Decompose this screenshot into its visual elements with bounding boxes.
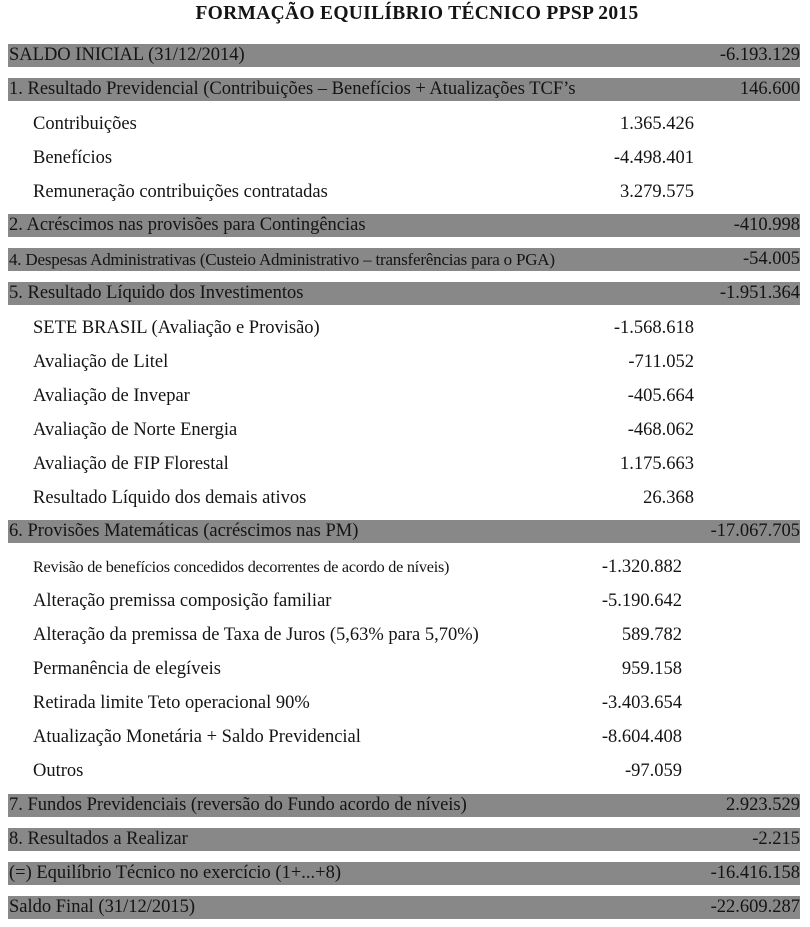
sub-item-value: 26.368 (643, 488, 694, 508)
row-acrescimos-contingencias (8, 214, 800, 237)
row-value: -1.951.364 (719, 283, 800, 303)
sub-item-value: -97.059 (624, 761, 682, 781)
sub-item-outros (33, 759, 682, 783)
sub-item-demais-ativos (33, 486, 694, 510)
sub-item-fip-florestal (33, 452, 694, 476)
row-label: SALDO INICIAL (31/12/2014) (9, 45, 245, 65)
row-despesas-administrativas (8, 248, 800, 271)
sub-item-label: Retirada limite Teto operacional 90% (33, 693, 310, 713)
sub-item-value: 3.279.575 (620, 182, 694, 202)
sub-item-label: Resultado Líquido dos demais ativos (33, 488, 307, 508)
sub-item-label: Avaliação de Norte Energia (33, 420, 238, 440)
sub-item-revisao-beneficios (33, 555, 682, 579)
row-equilibrio-tecnico (8, 862, 800, 885)
row-value: -54.005 (742, 249, 800, 269)
sub-item-norte-energia (33, 418, 694, 442)
sub-item-value: 1.365.426 (620, 114, 694, 134)
sub-item-taxa-juros (33, 623, 682, 647)
row-saldo-inicial (8, 44, 800, 67)
row-resultados-realizar (8, 828, 800, 851)
sub-item-contribuicoes (33, 112, 694, 136)
row-resultado-investimentos (8, 282, 800, 305)
sub-item-remuneracao (33, 180, 694, 204)
sub-item-value: -3.403.654 (601, 693, 682, 713)
sub-item-label: Alteração premissa composição familiar (33, 591, 332, 611)
sub-item-beneficios (33, 146, 694, 170)
sub-item-value: -405.664 (627, 386, 694, 406)
sub-item-value: -468.062 (627, 420, 694, 440)
sub-item-composicao-familiar (33, 589, 682, 613)
row-label: 2. Acréscimos nas provisões para Contingências (9, 215, 366, 235)
sub-item-litel (33, 350, 694, 374)
sub-item-value: 959.158 (621, 659, 682, 679)
sub-item-value: 589.782 (621, 625, 682, 645)
sub-item-sete-brasil (33, 316, 694, 340)
row-label: 1. Resultado Previdencial (Contribuições – Benefícios + Atualizações TCF’s (9, 79, 576, 99)
sub-item-value: -711.052 (628, 352, 694, 372)
sub-item-label: Contribuições (33, 114, 137, 134)
row-label: 5. Resultado Líquido dos Investimentos (9, 283, 304, 303)
row-value: 2.923.529 (726, 795, 800, 815)
row-value: -22.609.287 (710, 897, 800, 917)
sub-item-label: Permanência de elegíveis (33, 659, 221, 679)
sub-item-value: -1.320.882 (601, 557, 682, 577)
document-title: FORMAÇÃO EQUILÍBRIO TÉCNICO PPSP 2015 (195, 3, 639, 24)
row-value: -2.215 (752, 829, 800, 849)
sub-item-label: Benefícios (33, 148, 113, 168)
sub-item-retirada-teto (33, 691, 682, 715)
sub-item-atualizacao-monetaria (33, 725, 682, 749)
sub-item-value: -4.498.401 (613, 148, 694, 168)
sub-item-value: -8.604.408 (601, 727, 682, 747)
row-value: -16.416.158 (710, 863, 800, 883)
sub-item-label: SETE BRASIL (Avaliação e Provisão) (33, 318, 320, 338)
row-label: 6. Provisões Matemáticas (acréscimos nas PM) (9, 521, 359, 541)
sub-item-label: Avaliação de Litel (33, 352, 169, 372)
sub-item-value: -1.568.618 (613, 318, 694, 338)
sub-item-label: Avaliação de FIP Florestal (33, 454, 229, 474)
row-label: Saldo Final (31/12/2015) (9, 897, 196, 917)
sub-item-label: Alteração da premissa de Taxa de Juros (5,63% para 5,70%) (33, 625, 479, 645)
row-label: 8. Resultados a Realizar (9, 829, 188, 849)
row-label: (=) Equilíbrio Técnico no exercício (1+...+8) (9, 863, 341, 883)
sub-item-label: Atualização Monetária + Saldo Previdencial (33, 727, 361, 747)
sub-item-label: Remuneração contribuições contratadas (33, 182, 328, 202)
sub-item-value: 1.175.663 (620, 454, 694, 474)
row-label: 4. Despesas Administrativas (Custeio Administrativo – transferências para o PGA) (9, 250, 555, 269)
sub-item-label: Avaliação de Invepar (33, 386, 190, 406)
row-label: 7. Fundos Previdenciais (reversão do Fundo acordo de níveis) (9, 795, 467, 815)
sub-item-value: -5.190.642 (601, 591, 682, 611)
row-fundos-previdenciais (8, 794, 800, 817)
sub-item-label: Outros (33, 761, 84, 781)
row-resultado-previdencial (8, 78, 800, 101)
sub-item-label: Revisão de benefícios concedidos decorrentes de acordo de níveis) (33, 558, 450, 576)
sub-item-invepar (33, 384, 694, 408)
row-value: -410.998 (733, 215, 800, 235)
row-saldo-final (8, 896, 800, 919)
row-value: -6.193.129 (719, 45, 800, 65)
sub-item-permanencia-elegiveis (33, 657, 682, 681)
row-provisoes-matematicas (8, 520, 800, 543)
row-value: -17.067.705 (710, 521, 800, 541)
row-value: 146.600 (739, 79, 800, 99)
